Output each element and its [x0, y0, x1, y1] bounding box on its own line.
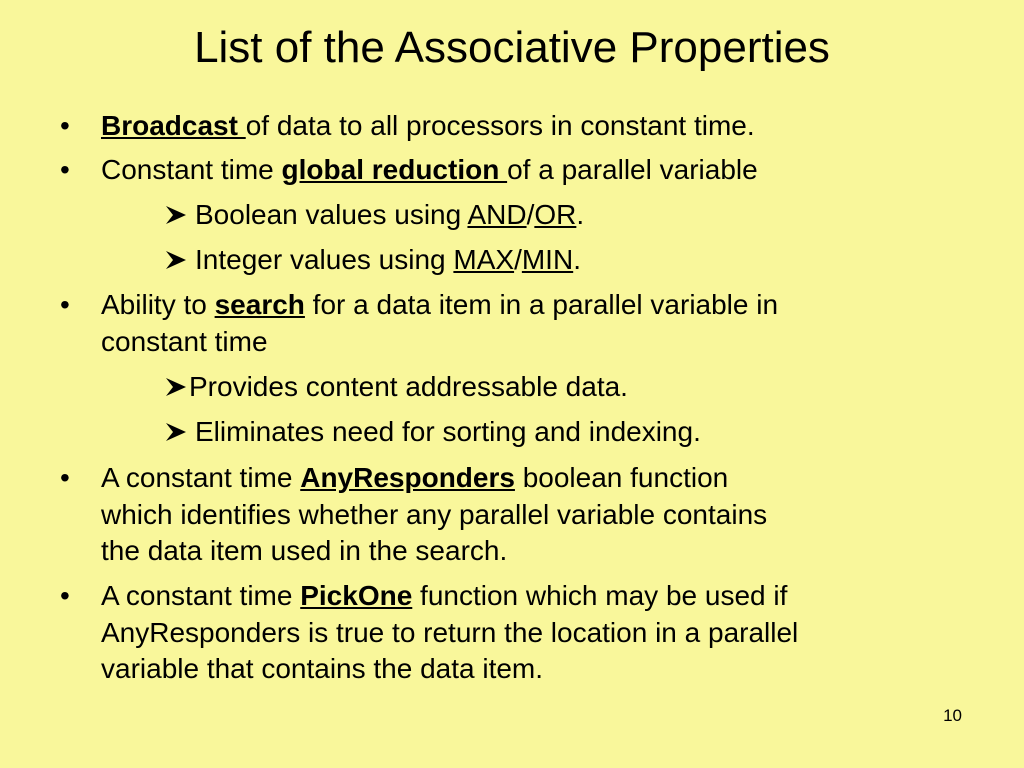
- arrow-bullet-icon: [165, 377, 187, 397]
- sub-bullet-boolean: [165, 197, 584, 233]
- bullet-dot-icon: •: [60, 580, 70, 611]
- bullet-text: Ability to: [101, 289, 215, 320]
- op-or: OR: [534, 199, 577, 230]
- arrow-bullet-icon: [165, 205, 187, 225]
- bullet-pickone: [101, 578, 787, 614]
- bullet-anyresponders-line3: the data item used in the search.: [101, 535, 508, 566]
- keyword-broadcast: Broadcast: [101, 110, 246, 141]
- arrow-bullet-icon: [165, 422, 187, 442]
- sub-bullet-text: Boolean values using: [195, 199, 468, 230]
- bullet-dot-icon: •: [60, 289, 70, 320]
- bullet-text: boolean function: [514, 462, 729, 493]
- bullet-pickone-line2: AnyResponders is true to return the location in a parallel: [101, 617, 799, 648]
- bullet-search: [101, 287, 778, 323]
- bullet-search-line2: constant time: [101, 326, 268, 357]
- bullet-text: A constant time: [101, 580, 301, 611]
- keyword-pickone: PickOne: [300, 580, 413, 611]
- separator: /: [526, 199, 535, 230]
- arrow-bullet-icon: [165, 250, 187, 270]
- keyword-anyresponders: AnyResponders: [300, 462, 515, 493]
- bullet-broadcast: [101, 108, 755, 144]
- bullet-pickone-line3: variable that contains the data item.: [101, 653, 544, 684]
- sub-bullet-text: Integer values using: [195, 244, 454, 275]
- page-number: 10: [943, 706, 962, 725]
- bullet-anyresponders: [101, 460, 728, 496]
- sub-bullet-content-addressable: [165, 369, 628, 405]
- sub-bullet-eliminates-sorting: [165, 414, 701, 450]
- sub-bullet-integer: [165, 242, 581, 278]
- bullet-text: of data to all processors in constant time.: [245, 110, 755, 141]
- slide-title: List of the Associative Properties: [194, 23, 830, 72]
- bullet-global-reduction: [101, 152, 758, 188]
- period: .: [576, 199, 585, 230]
- keyword-global-reduction: global reduction: [281, 154, 508, 185]
- bullet-text: function which may be used if: [412, 580, 788, 611]
- op-max: MAX: [453, 244, 515, 275]
- bullet-text: of a parallel variable: [507, 154, 758, 185]
- bullet-text: A constant time: [101, 462, 301, 493]
- bullet-anyresponders-line2: which identifies whether any parallel variable contains: [101, 499, 768, 530]
- bullet-dot-icon: •: [60, 154, 70, 185]
- keyword-search: search: [214, 289, 305, 320]
- op-and: AND: [467, 199, 527, 230]
- bullet-text: Constant time: [101, 154, 282, 185]
- sub-bullet-text: Provides content addressable data.: [189, 371, 628, 402]
- bullet-text: for a data item in a parallel variable in: [304, 289, 779, 320]
- sub-bullet-text: Eliminates need for sorting and indexing.: [195, 416, 701, 447]
- separator: /: [514, 244, 522, 275]
- bullet-dot-icon: •: [60, 462, 70, 493]
- period: .: [573, 244, 581, 275]
- bullet-dot-icon: •: [60, 110, 70, 141]
- op-min: MIN: [521, 244, 574, 275]
